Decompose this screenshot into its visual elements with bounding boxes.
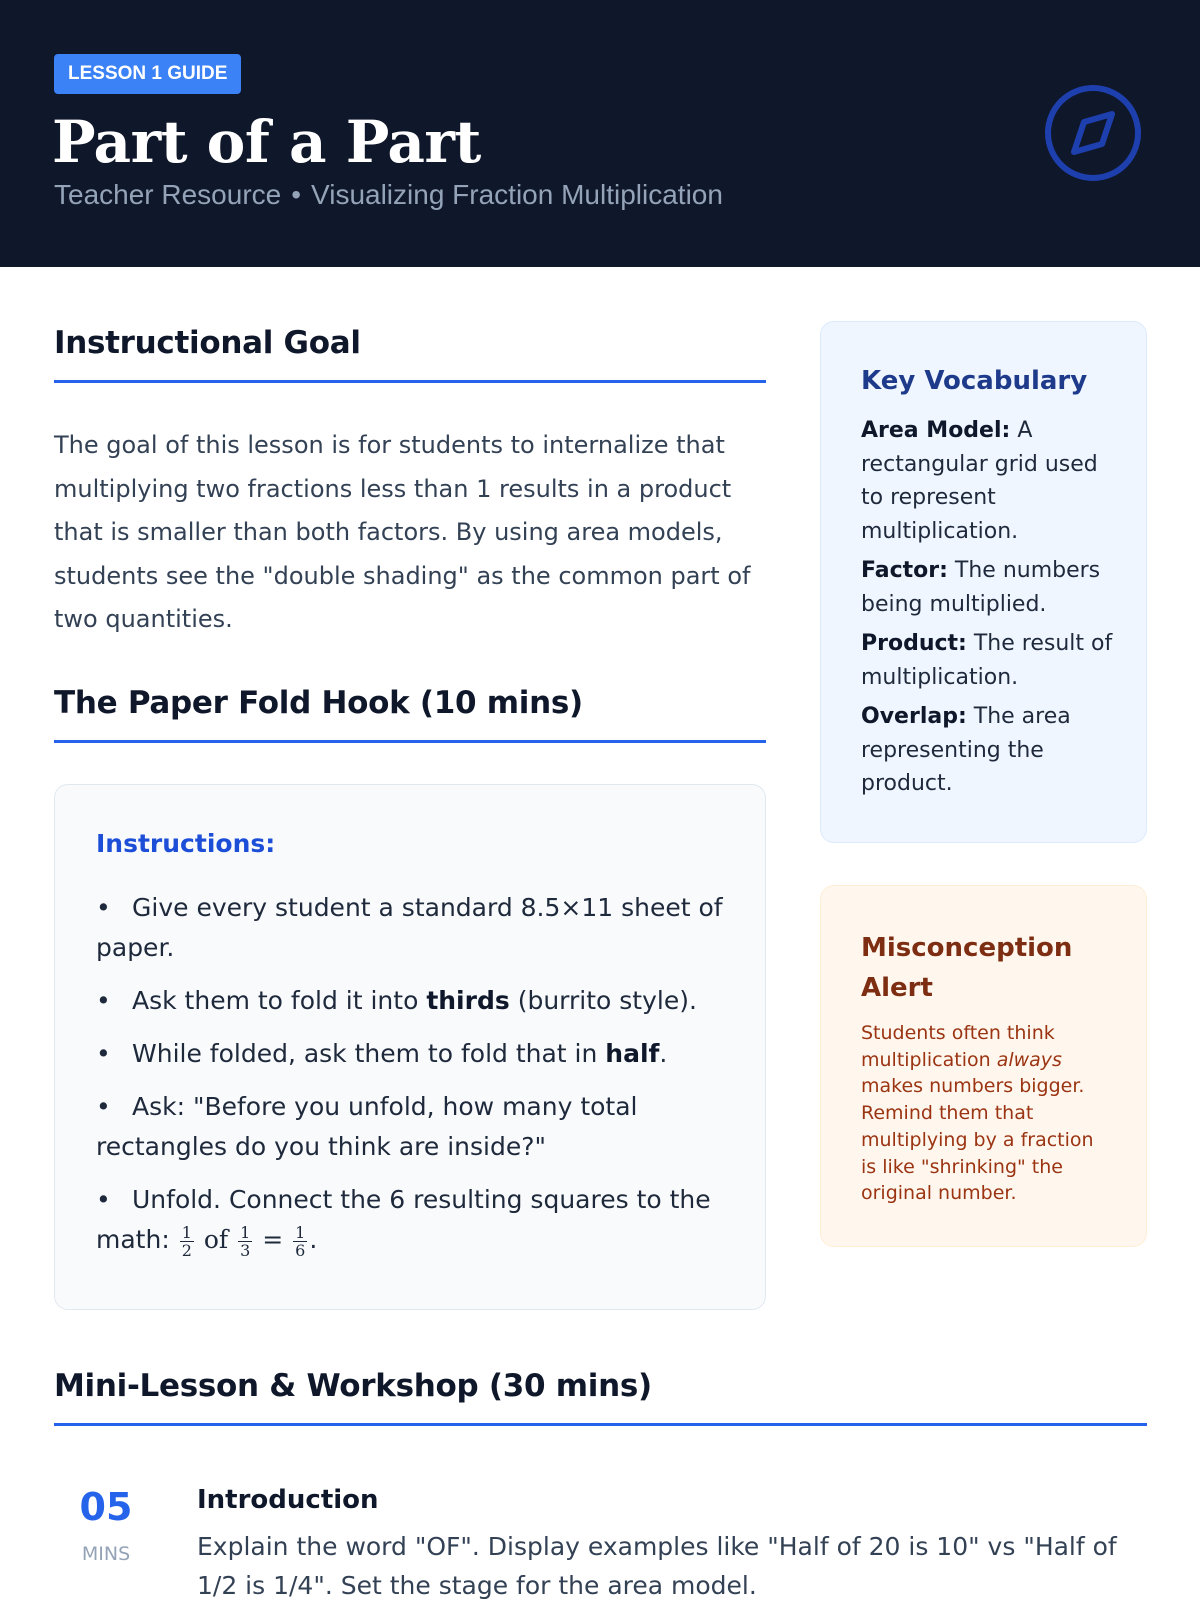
- section-divider: [54, 380, 766, 383]
- page-header: [0, 0, 1200, 267]
- list-item-text: .: [309, 1225, 318, 1254]
- vocabulary-definition: The result of multiplication.: [861, 631, 1113, 690]
- step-duration-unit: MINS: [81, 1543, 131, 1565]
- instructions-card: [54, 784, 766, 1310]
- list-item-text: Ask them to fold it into: [132, 986, 427, 1015]
- alert-title: Misconception Alert: [861, 933, 1073, 1003]
- vocabulary-card: [820, 321, 1147, 843]
- list-item: [96, 1180, 726, 1260]
- subtitle-topic: Visualizing Fraction Multiplication: [311, 179, 723, 210]
- section-heading-workshop: Mini-Lesson & Workshop (30 mins): [54, 1368, 652, 1404]
- subtitle-separator: •: [291, 179, 302, 210]
- bullet-icon: •: [96, 986, 111, 1015]
- list-item: [96, 1034, 726, 1074]
- bullet-icon: •: [96, 1039, 111, 1068]
- lesson-badge: LESSON 1 GUIDE: [54, 54, 241, 94]
- vocabulary-term: Product:: [861, 631, 967, 656]
- vocabulary-item: [861, 700, 1121, 801]
- list-item: [96, 981, 726, 1021]
- math-equals: =: [262, 1225, 284, 1254]
- list-item-text: Ask: "Before you unfold, how many total rectangles do you think are inside?": [96, 1092, 638, 1161]
- list-item-text: (burrito style).: [509, 986, 697, 1015]
- vocabulary-item: [861, 627, 1121, 694]
- section-divider: [54, 1423, 1147, 1426]
- vocabulary-definition: A rectangular grid used to represent multiplication.: [861, 418, 1098, 544]
- vocabulary-definition: The numbers being multiplied.: [861, 558, 1101, 617]
- step-duration-number: 05: [79, 1485, 133, 1529]
- fraction-one-third: $\frac{1}{3}$: [240, 1222, 251, 1260]
- vocabulary-item: [861, 414, 1121, 548]
- fraction-one-half: $\frac{1}{2}$: [181, 1222, 192, 1260]
- emphasis-text: half: [605, 1039, 660, 1068]
- misconception-alert-card: [820, 885, 1147, 1247]
- step-description: Explain the word "OF". Display examples like "Half of 20 is 10" vs "Half of 1/2 is 1/4". Set the stage for the area model.: [197, 1532, 1117, 1600]
- list-item-text: Give every student a standard 8.5×11 sheet of paper.: [96, 893, 723, 962]
- alert-text: Students often think multiplication always makes numbers bigger. Remind them that multiplying by a fraction is like "shrinking" the original number.: [861, 1022, 1094, 1205]
- list-item-text: .: [659, 1039, 668, 1068]
- vocabulary-term: Overlap:: [861, 704, 967, 729]
- vocabulary-title: Key Vocabulary: [861, 366, 1088, 396]
- section-heading-hook: The Paper Fold Hook (10 mins): [54, 685, 583, 721]
- bullet-icon: •: [96, 1185, 111, 1214]
- vocabulary-term: Factor:: [861, 558, 948, 583]
- bullet-icon: •: [96, 1092, 111, 1121]
- emphasis-text: thirds: [426, 986, 510, 1015]
- compass-icon: [1044, 84, 1142, 182]
- vocabulary-item: [861, 554, 1121, 621]
- page-title: Part of a Part: [52, 108, 481, 176]
- vocabulary-list: [861, 414, 1121, 807]
- vocabulary-term: Area Model:: [861, 418, 1011, 443]
- goal-paragraph: The goal of this lesson is for students to internalize that multiplying two fractions less than 1 results in a product that is smaller than both factors. By using area models, students see the "double shading" as the common part of two quantities.: [54, 431, 751, 633]
- bullet-icon: •: [96, 893, 111, 922]
- section-heading-goal: Instructional Goal: [54, 325, 361, 361]
- list-item: [96, 1087, 726, 1167]
- instructions-list: [96, 888, 726, 1273]
- page-subtitle: [54, 177, 723, 213]
- alert-emphasis: always: [996, 1048, 1062, 1071]
- list-item: [96, 888, 726, 968]
- instructions-title: Instructions:: [96, 829, 276, 858]
- math-of: of: [203, 1225, 229, 1254]
- list-item-text: Unfold. Connect the 6 resulting squares to the math:: [96, 1185, 711, 1254]
- step-title: Introduction: [197, 1485, 379, 1515]
- section-divider: [54, 740, 766, 743]
- vocabulary-definition: The area representing the product.: [861, 704, 1071, 796]
- fraction-one-sixth: $\frac{1}{6}$: [295, 1222, 306, 1260]
- subtitle-resource: Teacher Resource: [54, 179, 282, 210]
- list-item-text: While folded, ask them to fold that in: [132, 1039, 606, 1068]
